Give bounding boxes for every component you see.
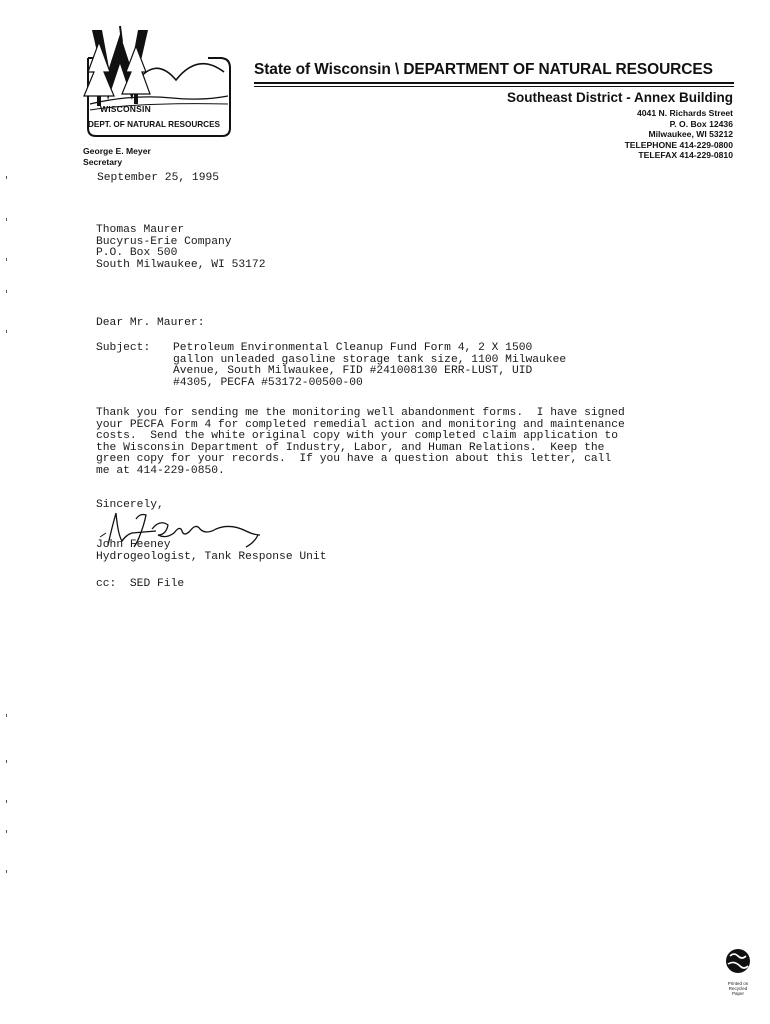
scan-speck: [6, 800, 7, 803]
globe-icon: [718, 946, 758, 976]
recipient-name: Thomas Maurer: [96, 224, 185, 236]
scan-speck: [6, 830, 7, 833]
recipient-pobox: P.O. Box 500: [96, 247, 178, 260]
scan-speck: [6, 176, 7, 179]
closing: Sincerely,: [96, 499, 164, 511]
recycled-line: Paper: [731, 991, 744, 996]
address-street: 4041 N. Richards Street: [636, 108, 733, 118]
header-rule-thin: [254, 86, 734, 87]
recycled-paper-mark: [718, 946, 758, 1002]
body-line: your PECFA Form 4 for completed remedial action and monitoring and maintenance: [96, 418, 625, 431]
recipient-address: [96, 225, 265, 271]
department-title: State of Wisconsin \ DEPARTMENT OF NATURAL RESOURCES: [254, 61, 713, 78]
logo-text-wisconsin: WISCONSIN: [100, 104, 151, 114]
body-line: costs. Send the white original copy with your completed claim application to: [96, 430, 619, 443]
body-line: the Wisconsin Department of Industry, Labor, and Human Relations. Keep the: [96, 441, 605, 454]
scan-speck: [6, 218, 7, 221]
logo-text-dept: DEPT. OF NATURAL RESOURCES: [87, 120, 221, 129]
scan-speck: [6, 330, 7, 333]
scan-speck: [6, 760, 7, 763]
body-line: green copy for your records. If you have a question about this letter, call: [96, 453, 612, 466]
cc-line: cc: SED File: [96, 578, 185, 590]
secretary-block: [83, 146, 151, 167]
district-name: Southeast District - Annex Building: [506, 90, 733, 105]
dnr-logo: [72, 24, 236, 140]
address-pobox: P. O. Box 12436: [669, 118, 733, 129]
letter-body: [96, 408, 625, 478]
salutation: Dear Mr. Maurer:: [96, 317, 205, 329]
body-line: me at 414-229-0850.: [96, 464, 225, 477]
recipient-company: Bucyrus-Erie Company: [96, 235, 232, 248]
subject-text: [173, 343, 566, 389]
scan-speck: [6, 290, 7, 293]
signer-title: Hydrogeologist, Tank Response Unit: [96, 551, 327, 563]
subject-line: Avenue, South Milwaukee, FID #241008130 ERR-LUST, UID: [173, 365, 533, 378]
recipient-city: South Milwaukee, WI 53172: [96, 258, 266, 271]
recycled-line: Recycled: [728, 986, 748, 991]
scan-speck: [6, 258, 7, 261]
address-city: Milwaukee, WI 53212: [648, 129, 733, 139]
address-telephone: TELEPHONE 414-229-0800: [624, 139, 733, 150]
recycled-line: Printed on: [727, 981, 749, 986]
signer-name: John Feeney: [96, 539, 171, 551]
scan-speck: [6, 714, 7, 717]
address-telefax: TELEFAX 414-229-0810: [638, 150, 733, 160]
subject-line: gallon unleaded gasoline storage tank size, 1100 Milwaukee: [173, 353, 567, 366]
secretary-title: Secretary: [83, 156, 123, 167]
subject-line: Petroleum Environmental Cleanup Fund Form 4, 2 X 1500: [173, 342, 533, 354]
body-line: Thank you for sending me the monitoring well abandonment forms. I have signed: [96, 407, 625, 419]
scan-speck: [6, 870, 7, 873]
subject-label: Subject:: [96, 342, 151, 354]
district-address: [625, 108, 733, 161]
recycled-label: [718, 981, 758, 996]
secretary-name: George E. Meyer: [83, 146, 151, 156]
letter-date: September 25, 1995: [97, 172, 220, 184]
header-rule: [254, 82, 734, 84]
subject-line: #4305, PECFA #53172-00500-00: [173, 376, 363, 389]
